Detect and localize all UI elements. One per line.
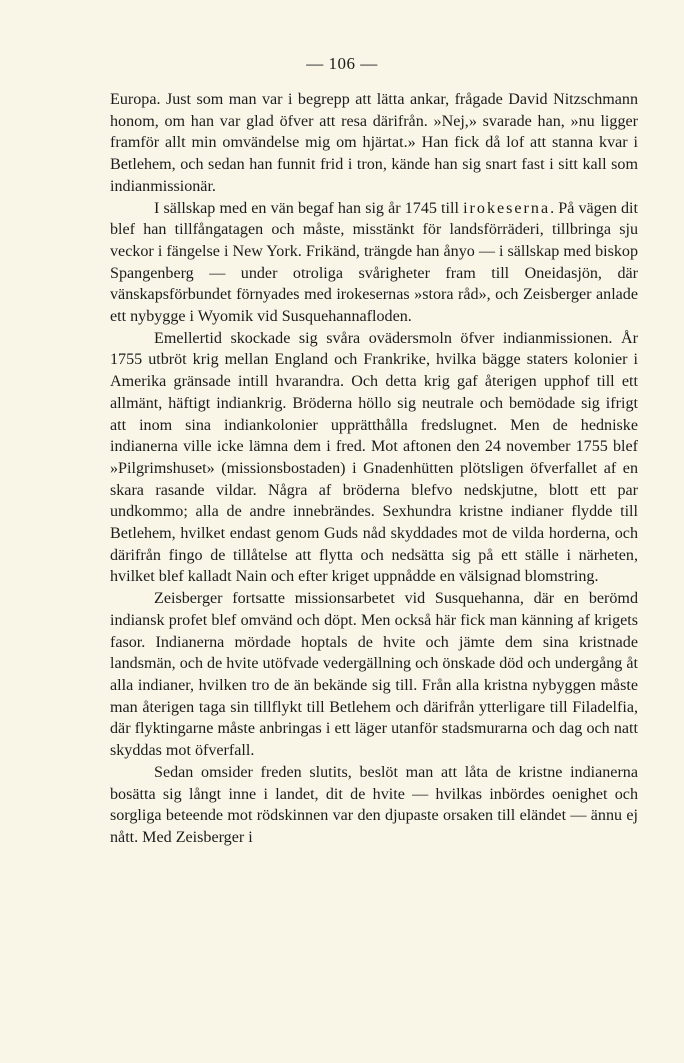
paragraph-2-text-b: . På vägen dit blef han tillfångatagen och måste, misstänkt för landsförräderi, tillbringa sju veckor i fängelse i New York. Frikänd, trängde han ånyo — i sällskap med biskop Spangenberg — under otroliga svårigheter fram till Oneidasjön, där vänskapsförbundet förnyades med irokesernas »stora råd», och Zeisberger anlade ett nybygge i Wyomik vid Susquehannafloden. [110, 199, 639, 326]
paragraph-5-text: Sedan omsider freden slutits, beslöt man att låta de kristne indianerna bosätta sig långt inne i landet, dit de hvite — hvilkas inbördes oenighet och sorgliga beteende mot rödskinnen var den djupaste orsaken till eländet — ännu ej nått. Med Zeisberger i [110, 763, 638, 846]
paragraph-3 [110, 328, 638, 588]
paragraph-5 [110, 762, 638, 849]
paragraph-1 [110, 89, 638, 198]
paragraph-2-text-a: I sällskap med en vän begaf han sig år 1745 till [154, 199, 464, 217]
paragraph-4-text: Zeisberger fortsatte missionsarbetet vid Susquehanna, där en berömd indiansk profet blef omvänd och döpt. Men också här fick man känning af krigets fasor. Indianerna mördade hoptals de hvite och jämte dem sina kristnade landsmän, och de hvite utöfvade vedergällning och önskade död och undergång åt alla indianer, hvilken tro de än bekände sig till. Från alla kristna nybyggen måste man återigen taga sin tillflykt till Betlehem och därifrån ytterligare till Filadelfia, där flyktingarne måste anbringas i ett läger utanför stadsmurarna och dag och natt skyddas mot öfverfall. [110, 590, 638, 760]
paragraph-4 [110, 588, 638, 762]
paragraph-3-text: Emellertid skockade sig svåra ovädersmoln öfver indianmissionen. År 1755 utbröt krig mellan England och Frankrike, hvilka bägge staters kolonier i Amerika gränsade intill hvarandra. Och detta krig gaf återigen upphof till ett allmänt, häftigt indiankrig. Bröderna höllo sig neutrale och bemödade sig ifrigt att inom sina indiankolonier upprätthålla fredslugnet. Men de hedniske indianerna ville icke lämna dem i fred. Mot aftonen den 24 november 1755 blef »Pilgrimshuset» (missionsbostaden) i Gnadenhütten plötsligen öfverfallet af en skara rasande vildar. Några af bröderna blefvo nedskjutne, blott ett par undkommo; alla de andre innebrändes. Sexhundra kristne indianer flydde till Betlehem, hvilket endast genom Guds nåd skyddades mot de vilda horderna, och därifrån fingo de tillåtelse att flytta och nedsätta sig på ett ställe i närheten, hvilket blef kalladt Nain och efter kriget uppnådde en välsignad blomstring. [110, 329, 638, 586]
paragraph-2 [110, 198, 638, 328]
page-number: — 106 — [306, 54, 378, 73]
body-text [110, 89, 638, 849]
paragraph-2-spaced-word: irokeserna [463, 199, 551, 217]
paragraph-1-text: Europa. Just som man var i begrepp att lätta ankar, frågade David Nitzschmann honom, om han var glad öfver att resa därifrån. »Nej,» svarade han, »nu ligger framför allt min omvändelse mig om hjärtat.» Han fick då lof att stanna kvar i Betlehem, och sedan han funnit frid i tron, kände han sig snart fast i sitt kall som indianmissionär. [110, 91, 638, 195]
